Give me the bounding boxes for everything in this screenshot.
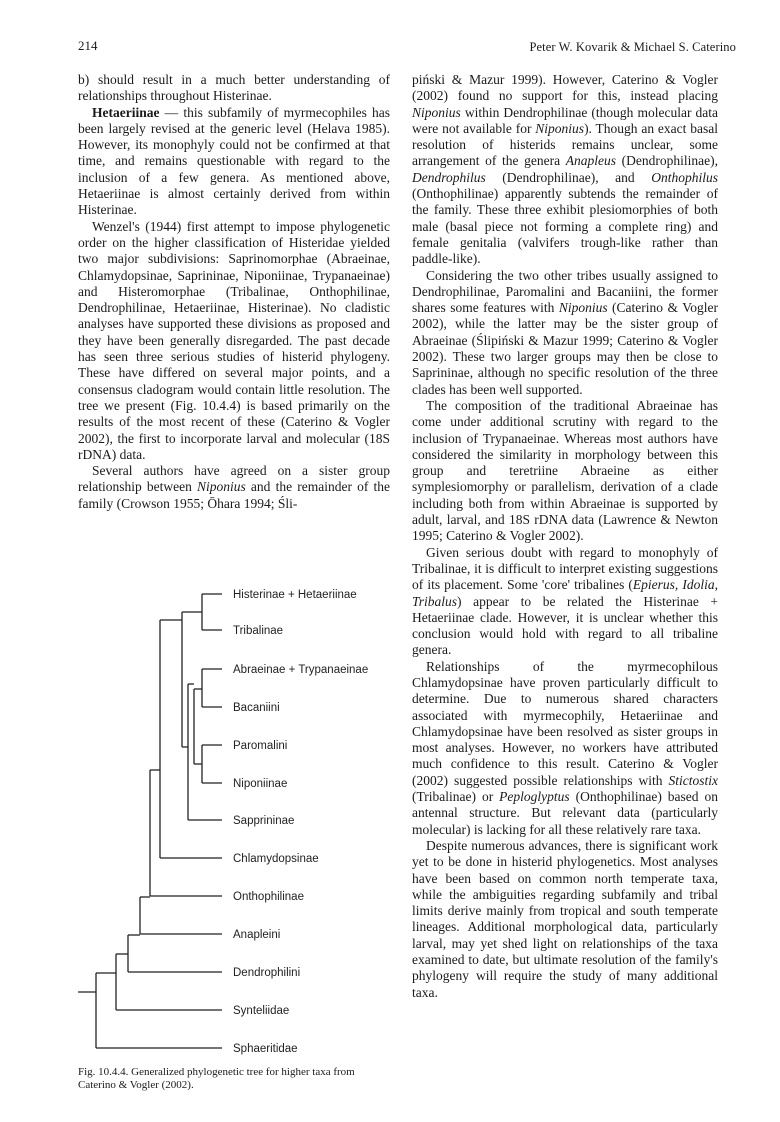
left-column [78,72,390,512]
text-run: ) appear to be related the Histerinae + Hetaeriinae clade. However, it is unclear whether this conclusion would hold with regard to all tribaline genera. [412,593,718,658]
tree-tip-label: Chlamydopsinae [233,853,319,865]
text-run: Several authors have agreed on a sister group relationship between [78,463,390,495]
text-run: (Dendrophilinae), and [485,169,652,185]
figure-caption: Fig. 10.4.4. Generalized phylogenetic tree for higher taxa from Caterino & Vogler (2002). [78,1066,355,1091]
tree-tip-label: Bacaniini [233,702,280,714]
italic-taxon: Niponius [197,479,246,495]
italic-taxon: Stictostix [668,772,718,788]
paragraph [78,463,390,512]
paragraph: Despite numerous advances, there is significant work yet to be done in histerid phylogenetics. Most analyses have been based on common north temperate taxa, while the ambiguities regarding subfamily and tribal limits derive mainly from tropical and south temperate lineages. Additional morphological data, particularly larval, may yet shed light on relationships of the taxa examined to date, but ultimate resolution of the family's phylogeny will require the study of many additional taxa. [412,837,718,1000]
paragraph [412,72,718,268]
paragraph [412,545,718,659]
page-number: 214 [78,38,98,53]
tree-tip-label: Onthophilinae [233,891,304,903]
italic-taxon: Epierus, Idolia, Tribalus [412,577,718,609]
text-run: (Tribalinae) or [412,789,500,805]
tree-tip-label: Sphaeritidae [233,1043,298,1055]
italic-taxon: Anapleus [565,153,617,169]
tree-tip-label: Sapprininae [233,815,295,827]
tree-tip-label: Synteliidae [233,1005,290,1017]
tree-tip-label: Anapleini [233,929,281,941]
text-run: ). Though an exact basal resolution of histerids remains unclear, some arrangement of the genera [412,120,718,169]
running-head: Peter W. Kovarik & Michael S. Caterino [529,40,736,54]
text-run: Relationships of the myrmecophilous Chlamydopsinae have proven particularly difficult to determine. Due to numerous shared characters associated with myrmecophily, Hetaeriinae and Chlamydopsinae have been resolved as sister groups in most analyses. However, no workers have attributed much confidence to this result. Caterino & Vogler (2002) suggested possible relationships with [412,658,718,788]
italic-taxon: Niponius [558,300,608,316]
text-run: (Dendrophilinae), [616,153,719,169]
text-run: (Onthophilinae) based on antennal structure. But relevant data (particularly molecular) is lacking for all these relatively rare taxa. [412,789,718,837]
text-run: this subfamily of myrmecophiles has been largely revised at the generic level (Helava 1985). However, its monophyly could not be confirmed at that time, and remains questionable with regard to the inclusion of a few genera. As mentioned above, Hetaeriinae is almost certainly derived from within Histerinae. [78,104,391,218]
paragraph [78,105,390,219]
tree-tip-label: Tribalinae [233,625,284,637]
right-column [412,72,718,1001]
text-run: (Onthophilinae) apparently subtends the remainder of the family. These three exhibit plesiomorphies of both male (basal piece not forming a complete ring) and female genitalia (valvifers trough-like rather than paddle-like). [412,186,718,267]
tree-tip-label: Dendrophilini [233,967,301,979]
italic-taxon: Niponius [535,120,585,136]
text-run: within Dendrophilinae (though molecular data were not available for [412,104,718,136]
text-run: (Caterino & Vogler 2002), while the latter may be the sister group of Abraeinae (Ślipiński & Mazur 1999; Caterino & Vogler 2002). These two larger groups may then be close to Saprininae, although no specific resolution of the three clades has been well supported. [412,300,718,397]
text-run: — [159,104,184,120]
paragraph: The composition of the traditional Abraeinae has come under additional scrutiny with regard to the inclusion of Trypanaeinae. Whereas most authors have considered the similarity in morphology between this group and teretriine Abraeine as either symplesiomorphy or parallelism, derivation of a clade including both from within Abraeinae is supported by adult, larval, and 18S rDNA data (Lawrence & Newton 1995; Caterino & Vogler 2002). [412,397,718,544]
tree-tip-label: Niponiinae [233,778,288,790]
tree-tip-label: Histerinae + Hetaeriinae [233,589,357,601]
italic-taxon: Peploglyptus [499,789,570,805]
text-run: piński & Mazur 1999). However, Caterino & Vogler (2002) found no support for this, instead placing [412,72,718,104]
italic-taxon: Niponius [412,104,461,120]
text-run: and the remainder of the family (Crowson 1955; Ōhara 1994; Śli- [78,479,390,511]
tree-tip-label: Abraeinae + Trypanaeinae [233,664,369,676]
phylogenetic-tree [70,572,390,1062]
paragraph [412,659,718,838]
paragraph: Wenzel's (1944) first attempt to impose phylogenetic order on the higher classification of Histeridae yielded two major subdivisions: Saprinomorphae (Abraeinae, Chlamydopsinae, Saprininae, Niponiinae, Trypanaeinae) and Histeromorphae (Tribalinae, Onthophilinae, Dendrophilinae, Hetaeriinae, Histerinae). No cladistic analyses have supported these divisions as proposed and they have been generally disregarded. The past decade has seen three serious studies of histerid phylogeny. These have differed on several major points, and a consensus cladogram would contain little resolution. The tree we present (Fig. 10.4.4) is based primarily on the results of the most recent of these (Caterino & Vogler 2002), the first to incorporate larval and molecular (18S rDNA) data. [78,218,390,462]
tree-tip-label: Paromalini [233,740,288,752]
text-run: Considering the two other tribes usually assigned to Dendrophilinae, Paromalini and Bacaniini, the former shares some features with [412,267,718,316]
section-heading: Hetaeriinae [92,104,160,120]
text-run: Given serious doubt with regard to monophyly of Tribalinae, it is difficult to interpret existing suggestions of its placement. Some 'core' tribalines ( [412,544,718,593]
italic-taxon: Onthophilus [651,169,718,185]
paragraph: b) should result in a much better understanding of relationships throughout Histerinae. [78,72,390,104]
italic-taxon: Dendrophilus [412,169,486,185]
paragraph [412,268,718,398]
